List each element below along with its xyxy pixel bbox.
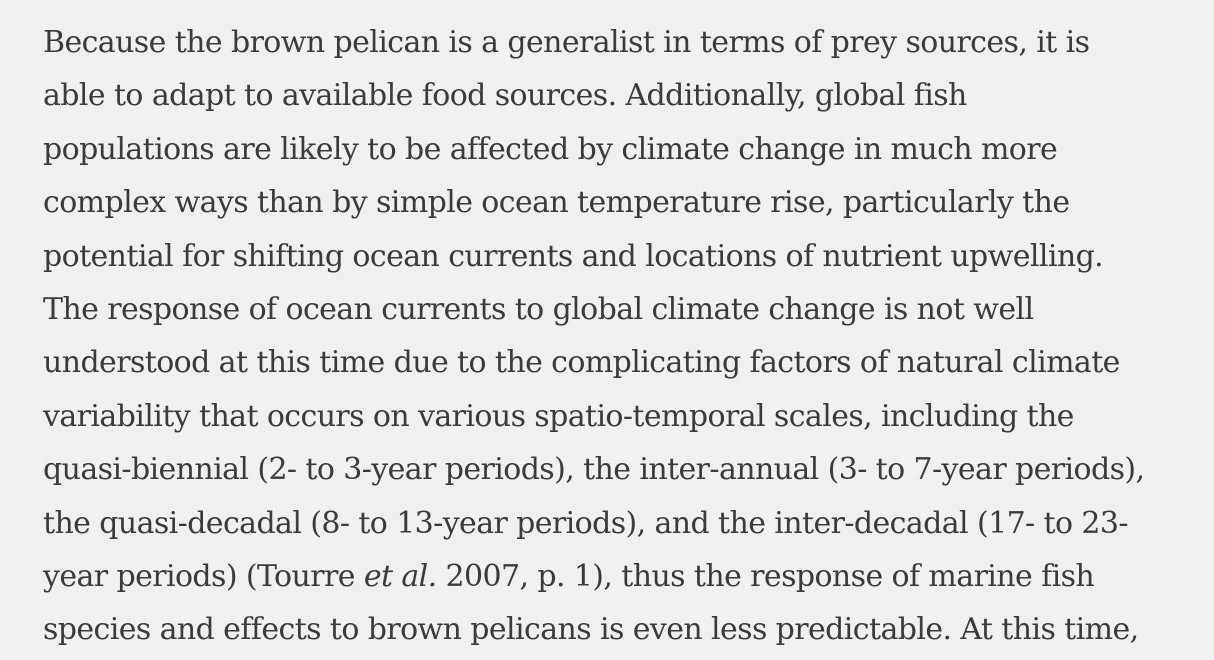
text-segment: species and effects to brown pelicans is even less predictable. At this time,: [43, 612, 1139, 648]
text-segment: 2007, p. 1), thus the response of marine fish: [436, 559, 1095, 595]
text-line: [43, 603, 1184, 656]
text-line: [43, 336, 1184, 389]
text-line: [43, 16, 1184, 69]
text-segment: quasi-biennial (2- to 3-year periods), the inter-annual (3- to 7-year periods),: [43, 452, 1145, 488]
text-line: [43, 123, 1184, 176]
text-line: [43, 390, 1184, 443]
text-segment: populations are likely to be affected by climate change in much more: [43, 131, 1058, 167]
text-line: [43, 230, 1184, 283]
citation-et-al: et al.: [363, 559, 437, 595]
text-segment: variability that occurs on various spatio-temporal scales, including the: [43, 398, 1074, 434]
text-segment: the quasi-decadal (8- to 13-year periods), and the inter-decadal (17- to 23-: [43, 505, 1128, 541]
text-segment: Because the brown pelican is a generalist in terms of prey sources, it is: [43, 25, 1090, 60]
text-segment: understood at this time due to the complicating factors of natural climate: [43, 345, 1120, 381]
text-segment: complex ways than by simple ocean temperature rise, particularly the: [43, 185, 1070, 221]
text-line: [43, 550, 1184, 603]
text-line: [43, 176, 1184, 229]
text-segment: The response of ocean currents to global climate change is not well: [43, 292, 1034, 328]
text-segment: year periods) (Tourre: [43, 559, 364, 595]
text-segment: able to adapt to available food sources. Additionally, global fish: [43, 78, 967, 114]
text-line: [43, 497, 1184, 550]
text-segment: potential for shifting ocean currents and locations of nutrient upwelling.: [43, 238, 1104, 274]
text-line: [43, 443, 1184, 496]
text-line: [43, 69, 1184, 122]
text-line: [43, 283, 1184, 336]
